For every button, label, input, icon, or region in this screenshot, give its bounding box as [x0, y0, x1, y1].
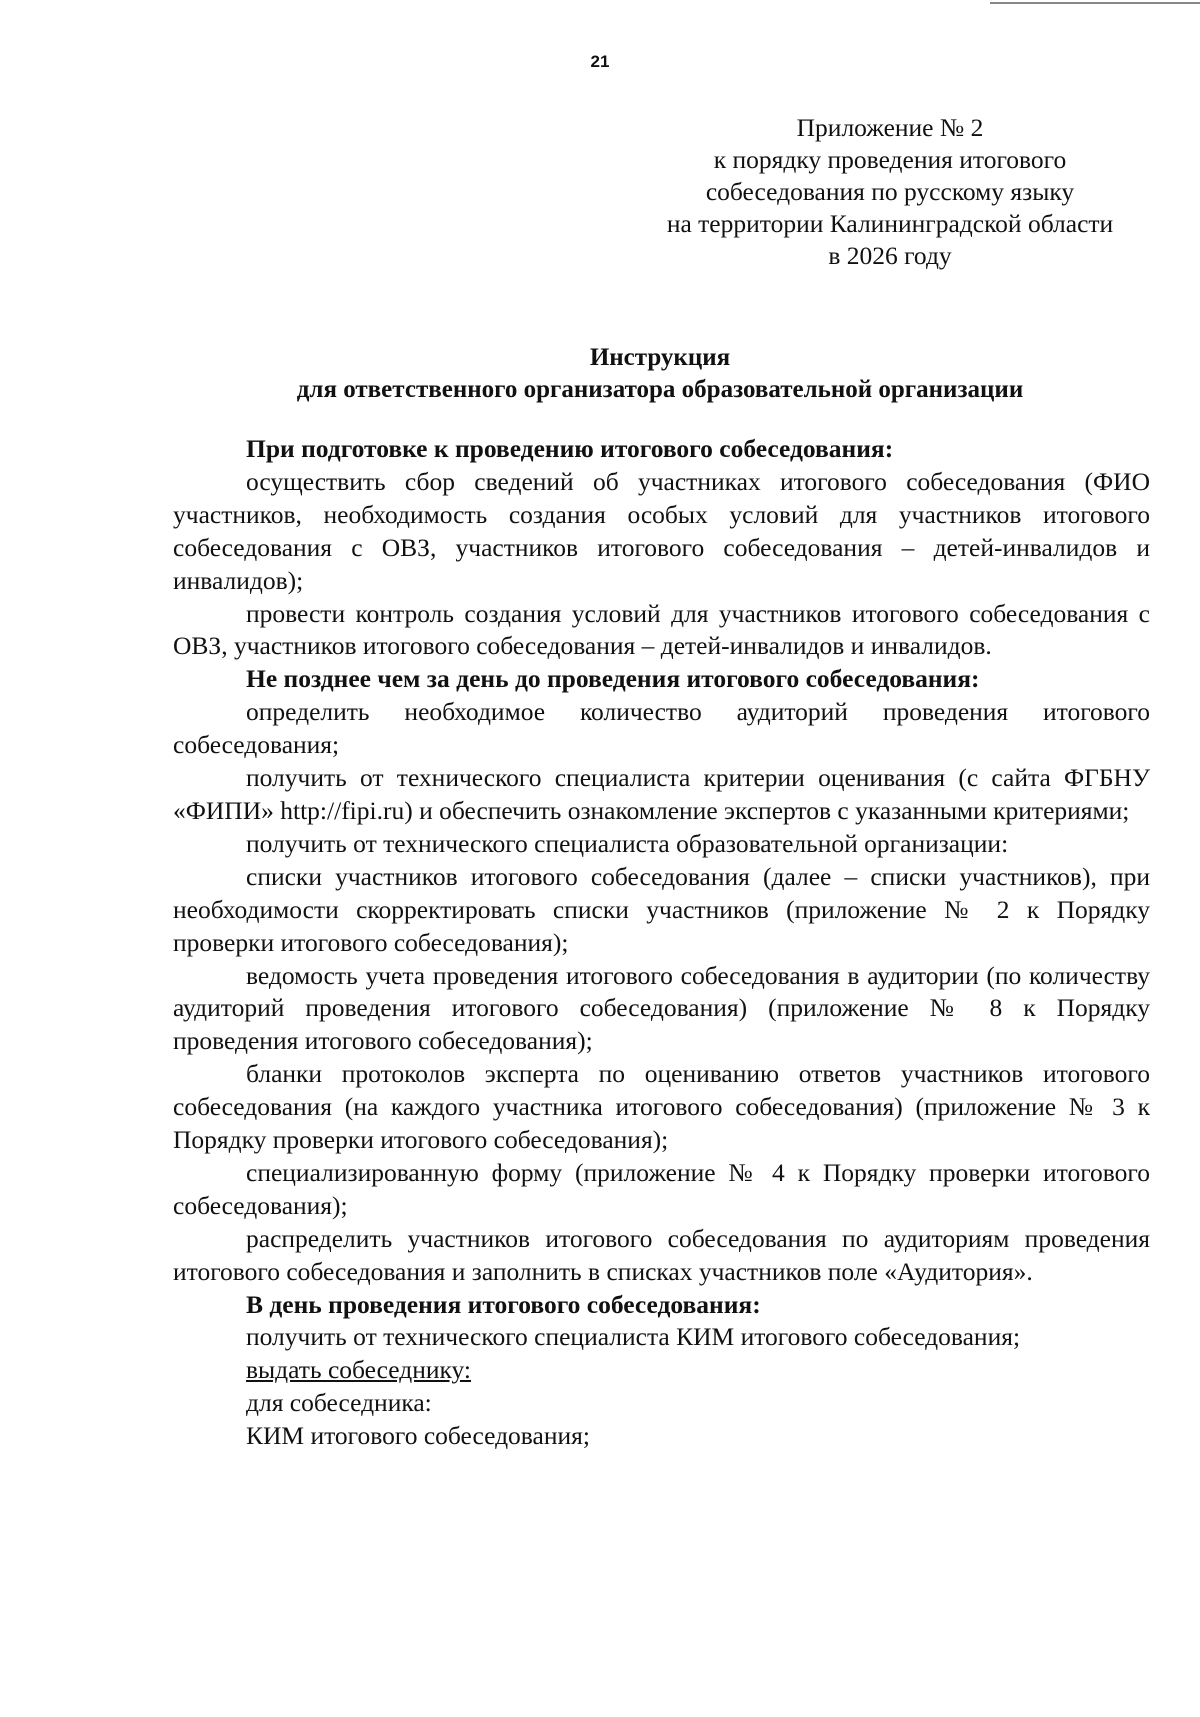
paragraph: специализированную форму (приложение № 4 к Порядку проверки итогового собеседования);	[173, 1157, 1150, 1220]
section-heading-preparation: При подготовке к проведению итогового собеседования:	[246, 434, 894, 463]
appendix-line: Приложение № 2	[796, 113, 984, 142]
paragraph: получить от технического специалиста образовательной организации:	[246, 828, 1009, 858]
top-rule	[990, 2, 1200, 4]
appendix-line: на территории Калининградской области	[666, 209, 1114, 238]
paragraph: получить от технического специалиста КИМ итогового собеседования;	[246, 1322, 1021, 1352]
paragraph: КИМ итогового собеседования;	[246, 1421, 590, 1451]
paragraph: получить от технического специалиста критерии оценивания (с сайта ФГБНУ «ФИПИ» http://fipi.ru) и обеспечить ознакомление экспертов с указанными критериями;	[173, 763, 1150, 825]
paragraph: осуществить сбор сведений об участниках итогового собеседования (ФИО участников, необходимость создания особых условий для участников итогового собеседования с ОВЗ, участников итогового собеседования – детей-инвалидов и инвалидов);	[173, 466, 1150, 595]
title-line-1: Инструкция	[589, 344, 731, 371]
appendix-line: собеседования по русскому языку	[705, 177, 1075, 206]
section-heading-day-before: Не позднее чем за день до проведения итогового собеседования:	[246, 664, 980, 694]
underlined-text: выдать собеседнику:	[246, 1355, 472, 1385]
paragraph: определить необходимое количество аудиторий проведения итогового собеседования;	[173, 697, 1150, 760]
paragraph: ведомость учета проведения итогового собеседования в аудитории (по количеству аудиторий проведения итогового собеседования) (приложение № 8 к Порядку проведения итогового собеседования);	[173, 960, 1150, 1056]
document-title	[170, 342, 1150, 406]
title-line-2: для ответственного организатора образовательной организации	[296, 376, 1024, 403]
appendix-line: в 2026 году	[828, 241, 952, 270]
section-heading-exam-day: В день проведения итогового собеседования:	[246, 1289, 761, 1319]
paragraph: бланки протоколов эксперта по оцениванию ответов участников итогового собеседования (на каждого участника итогового собеседования) (приложение № 3 к Порядку проверки итогового собеседования);	[173, 1059, 1150, 1155]
appendix-header	[620, 112, 1160, 272]
paragraph: для собеседника:	[246, 1388, 432, 1418]
appendix-line: к порядку проведения итогового	[713, 145, 1067, 174]
paragraph: списки участников итогового собеседования (далее – списки участников), при необходимости скорректировать списки участников (приложение № 2 к Порядку проверки итогового собеседования);	[173, 861, 1150, 957]
paragraph: провести контроль создания условий для участников итогового собеседования с ОВЗ, участников итогового собеседования – детей-инвалидов и инвалидов.	[173, 598, 1150, 661]
document-body	[173, 433, 1150, 1453]
page-number: 21	[590, 52, 610, 71]
paragraph: распределить участников итогового собеседования по аудиториям проведения итогового собеседования и заполнить в списках участников поле «Аудитория».	[173, 1223, 1150, 1286]
paragraph-underlined	[173, 1354, 1150, 1387]
